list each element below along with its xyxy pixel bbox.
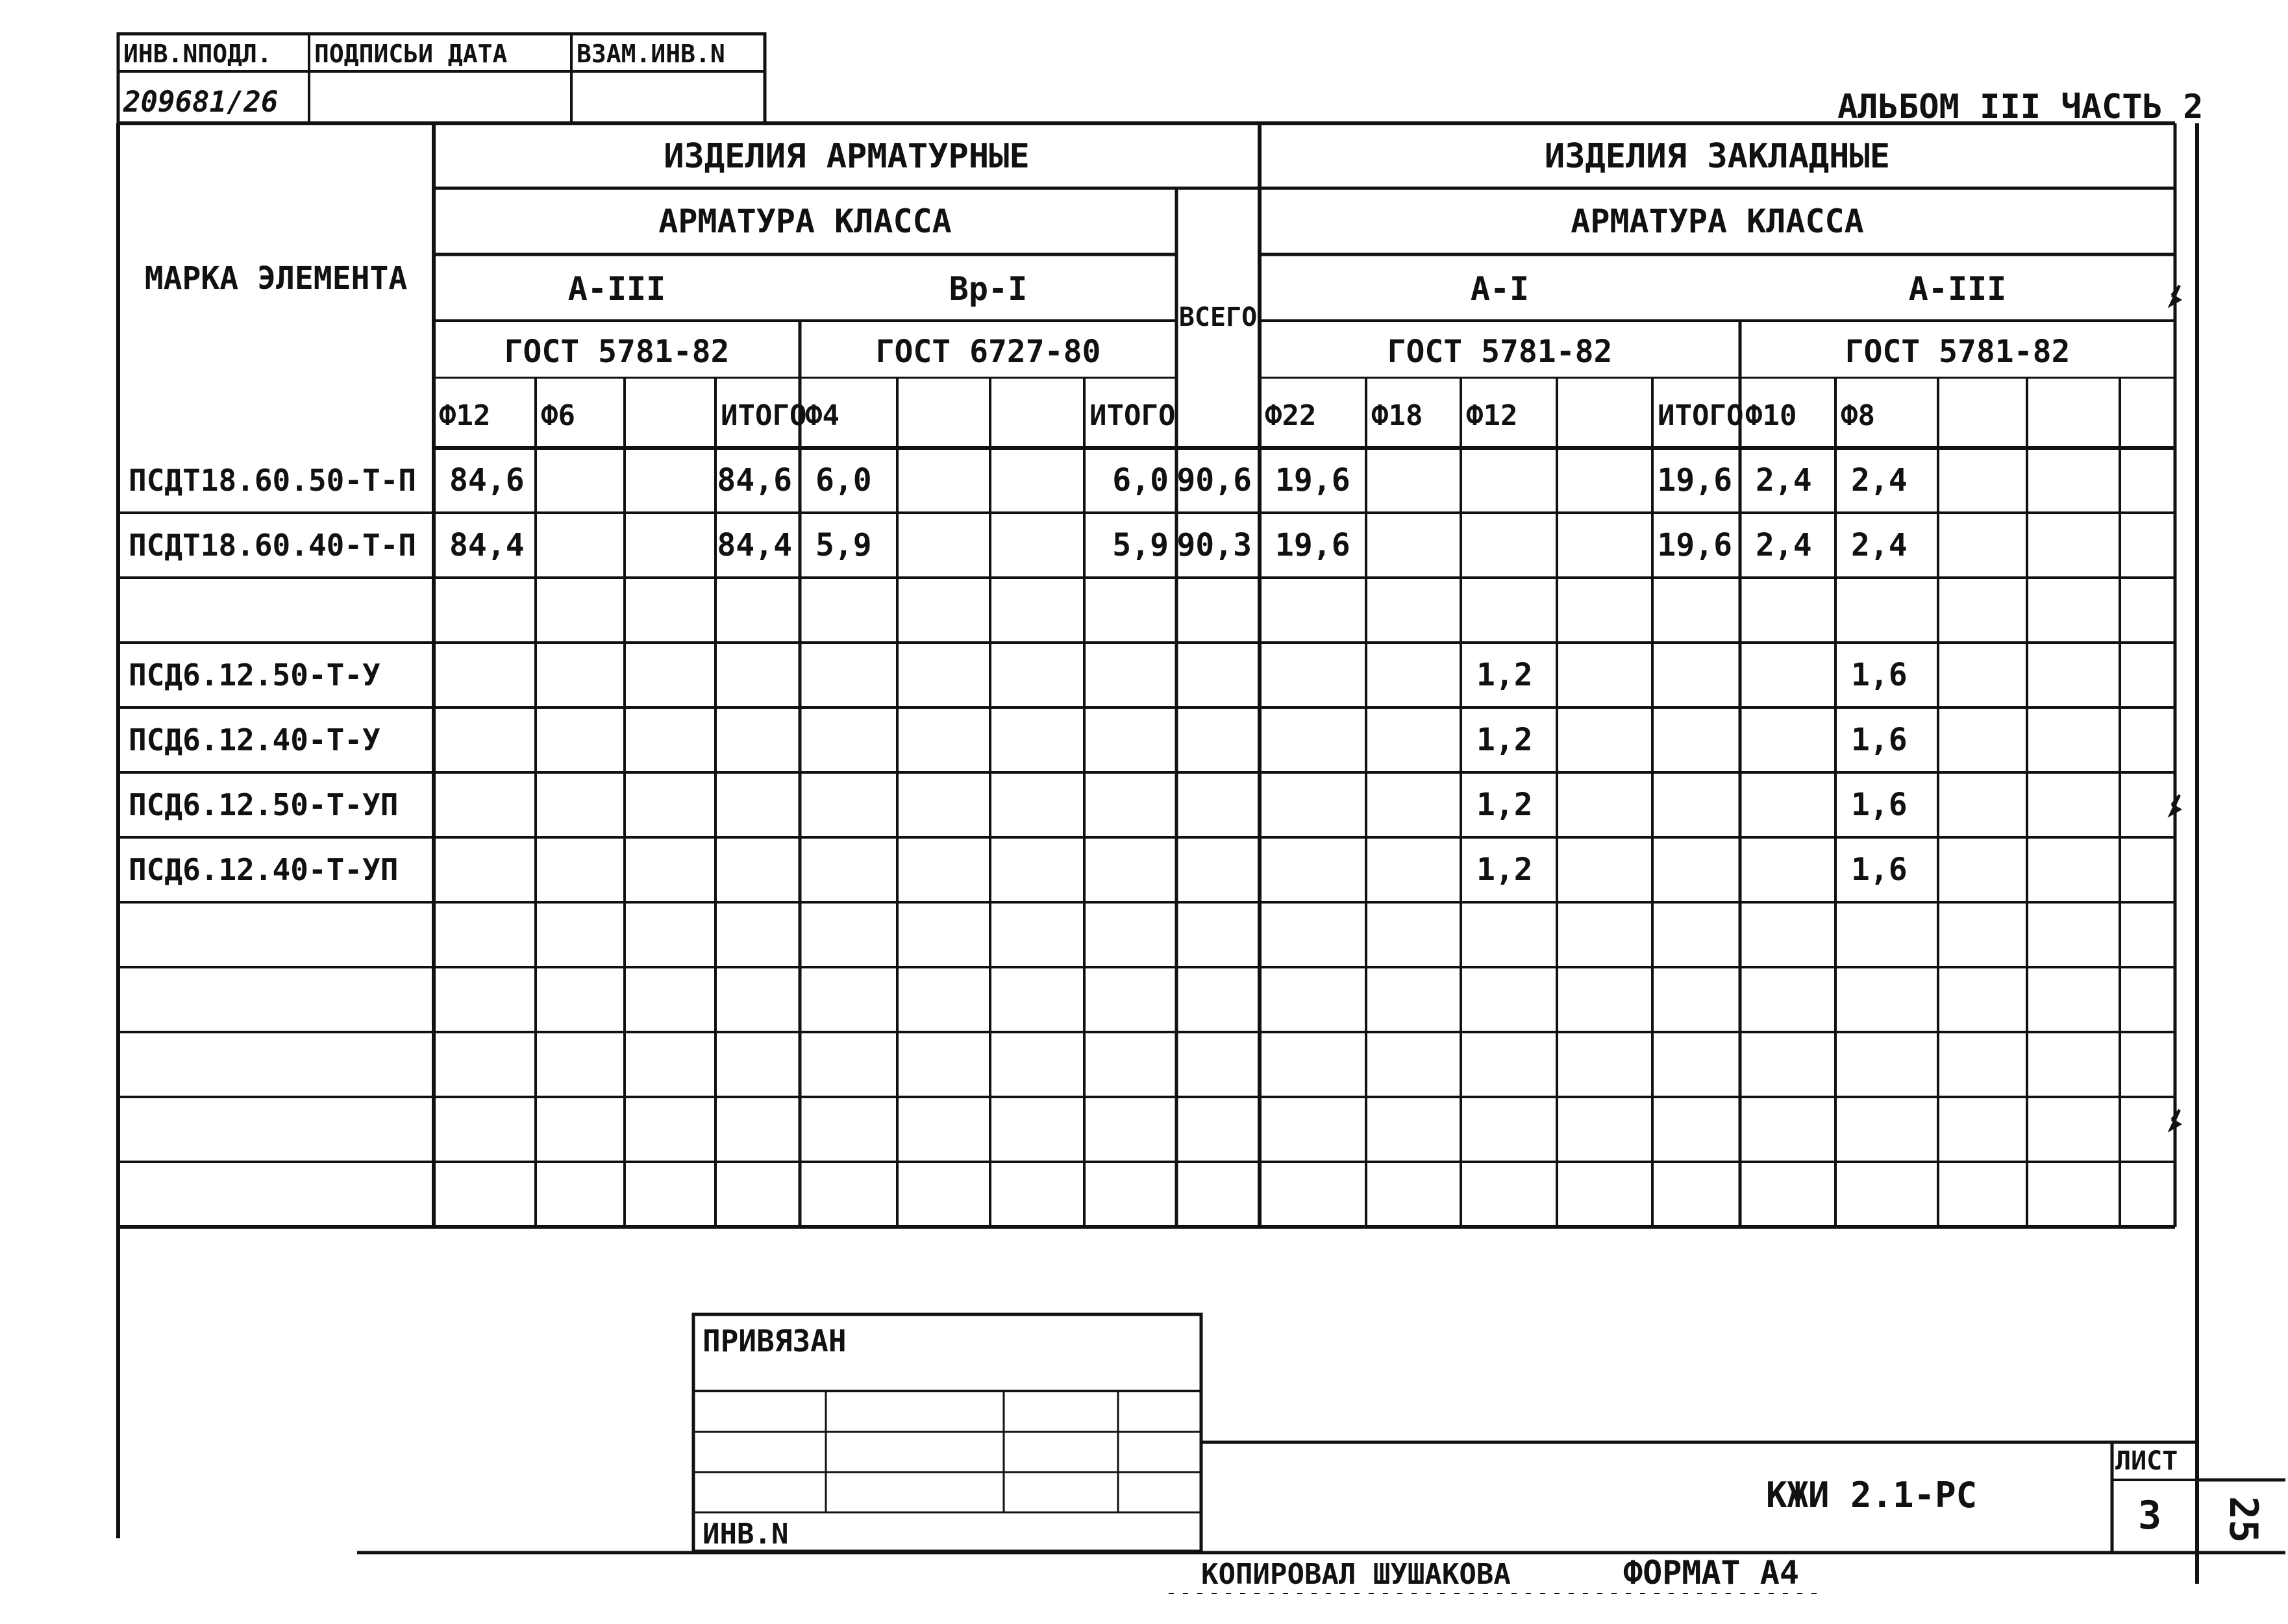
gost-4: ГОСТ 5781-82 (1845, 334, 2070, 370)
cell: 1,6 (1851, 852, 1908, 888)
column-header-5: Ф4 (805, 399, 839, 432)
class-group-1: A-III (567, 270, 666, 308)
vsego-header: ВСЕГО (1178, 302, 1258, 332)
cell: 19,6 (1275, 527, 1350, 563)
inventory-stamp (118, 34, 765, 123)
title-block (1766, 1442, 2197, 1553)
cell: 1,2 (1476, 787, 1533, 823)
column-header-2: Ф6 (541, 399, 575, 432)
column-header-1: Ф12 (439, 399, 491, 432)
cell: 90,6 (1176, 462, 1252, 498)
cell: 2,4 (1851, 527, 1908, 563)
privyazan-title: ПРИВЯЗАН (703, 1323, 847, 1359)
row-mark-1: ПСДТ18.60.50-Т-П (129, 463, 417, 498)
stamp-inv-value: 209681/26 (123, 86, 279, 119)
row-mark-2: ПСДТ18.60.40-Т-П (129, 528, 417, 563)
privyazan-block (693, 1314, 1201, 1551)
column-header-11: Ф18 (1371, 399, 1423, 432)
stamp-header-podpis: ПОДПИСЬИ ДАТА (314, 40, 508, 68)
armatura-klassa-2: АРМАТУРА КЛАССА (1571, 203, 1864, 240)
class-group-2: Вр-I (949, 270, 1028, 308)
column-header-12: Ф12 (1466, 399, 1518, 432)
column-header-10: Ф22 (1265, 399, 1317, 432)
armaturnye-header: ИЗДЕЛИЯ АРМАТУРНЫЕ (664, 137, 1030, 176)
list-number: 3 (2138, 1493, 2162, 1538)
column-header-8: ИТОГО (1089, 399, 1176, 432)
column-header-16: Ф8 (1841, 399, 1875, 432)
cell: 2,4 (1756, 527, 1812, 563)
cell: 84,4 (449, 527, 525, 563)
row-mark-7: ПСД6.12.40-Т-УП (129, 852, 399, 887)
privyazan-inv-label: ИНВ.N (703, 1518, 789, 1551)
row-mark-4: ПСД6.12.50-Т-У (129, 658, 380, 693)
cell: 84,6 (449, 462, 525, 498)
cell: 6,0 (815, 462, 872, 498)
cell: 2,4 (1851, 462, 1908, 498)
copied-by: КОПИРОВАЛ ШУШАКОВА (1201, 1558, 1511, 1591)
class-group-4: A-III (1908, 270, 2007, 308)
cell: 1,2 (1476, 722, 1533, 758)
marka-header: МАРКА ЭЛЕМЕНТА (144, 260, 408, 297)
cell: 1,2 (1476, 852, 1533, 888)
side-sheet-number: 25 (2220, 1496, 2266, 1544)
cell: 1,6 (1851, 787, 1908, 823)
cell: 1,6 (1851, 657, 1908, 693)
column-header-4: ИТОГО (721, 399, 807, 432)
cell: 90,3 (1176, 527, 1252, 563)
row-mark-5: ПСД6.12.40-Т-У (129, 722, 380, 757)
cell: 84,4 (717, 527, 792, 563)
album-label: АЛЬБОМ III ЧАСТЬ 2 (1837, 88, 2204, 127)
zakladnye-header: ИЗДЕЛИЯ ЗАКЛАДНЫЕ (1544, 137, 1891, 176)
cell: 84,6 (717, 462, 792, 498)
stamp-header-inv-podl: ИНВ.NПОДЛ. (123, 40, 272, 68)
cell: 19,6 (1657, 527, 1732, 563)
cell: 19,6 (1657, 462, 1732, 498)
format-label: ФОРМАТ А4 (1623, 1554, 1799, 1592)
cell: 1,2 (1476, 657, 1533, 693)
list-label: ЛИСТ (2115, 1446, 2178, 1476)
column-header-15: Ф10 (1745, 399, 1797, 432)
armatura-klassa-1: АРМАТУРА КЛАССА (658, 203, 952, 240)
cell: 2,4 (1756, 462, 1812, 498)
cell: 6,0 (1112, 462, 1169, 498)
cell: 5,9 (815, 527, 872, 563)
cell: 5,9 (1112, 527, 1169, 563)
column-header-14: ИТОГО (1658, 399, 1744, 432)
gost-3: ГОСТ 5781-82 (1387, 334, 1613, 370)
gost-1: ГОСТ 5781-82 (504, 334, 730, 370)
cell: 19,6 (1275, 462, 1350, 498)
cell: 1,6 (1851, 722, 1908, 758)
row-mark-6: ПСД6.12.50-Т-УП (129, 787, 399, 822)
gost-2: ГОСТ 6727-80 (875, 334, 1101, 370)
class-group-3: A-I (1470, 270, 1530, 308)
document-code: КЖИ 2.1-РС (1766, 1475, 1978, 1516)
stamp-header-vzam: ВЗАМ.ИНВ.N (577, 40, 725, 68)
